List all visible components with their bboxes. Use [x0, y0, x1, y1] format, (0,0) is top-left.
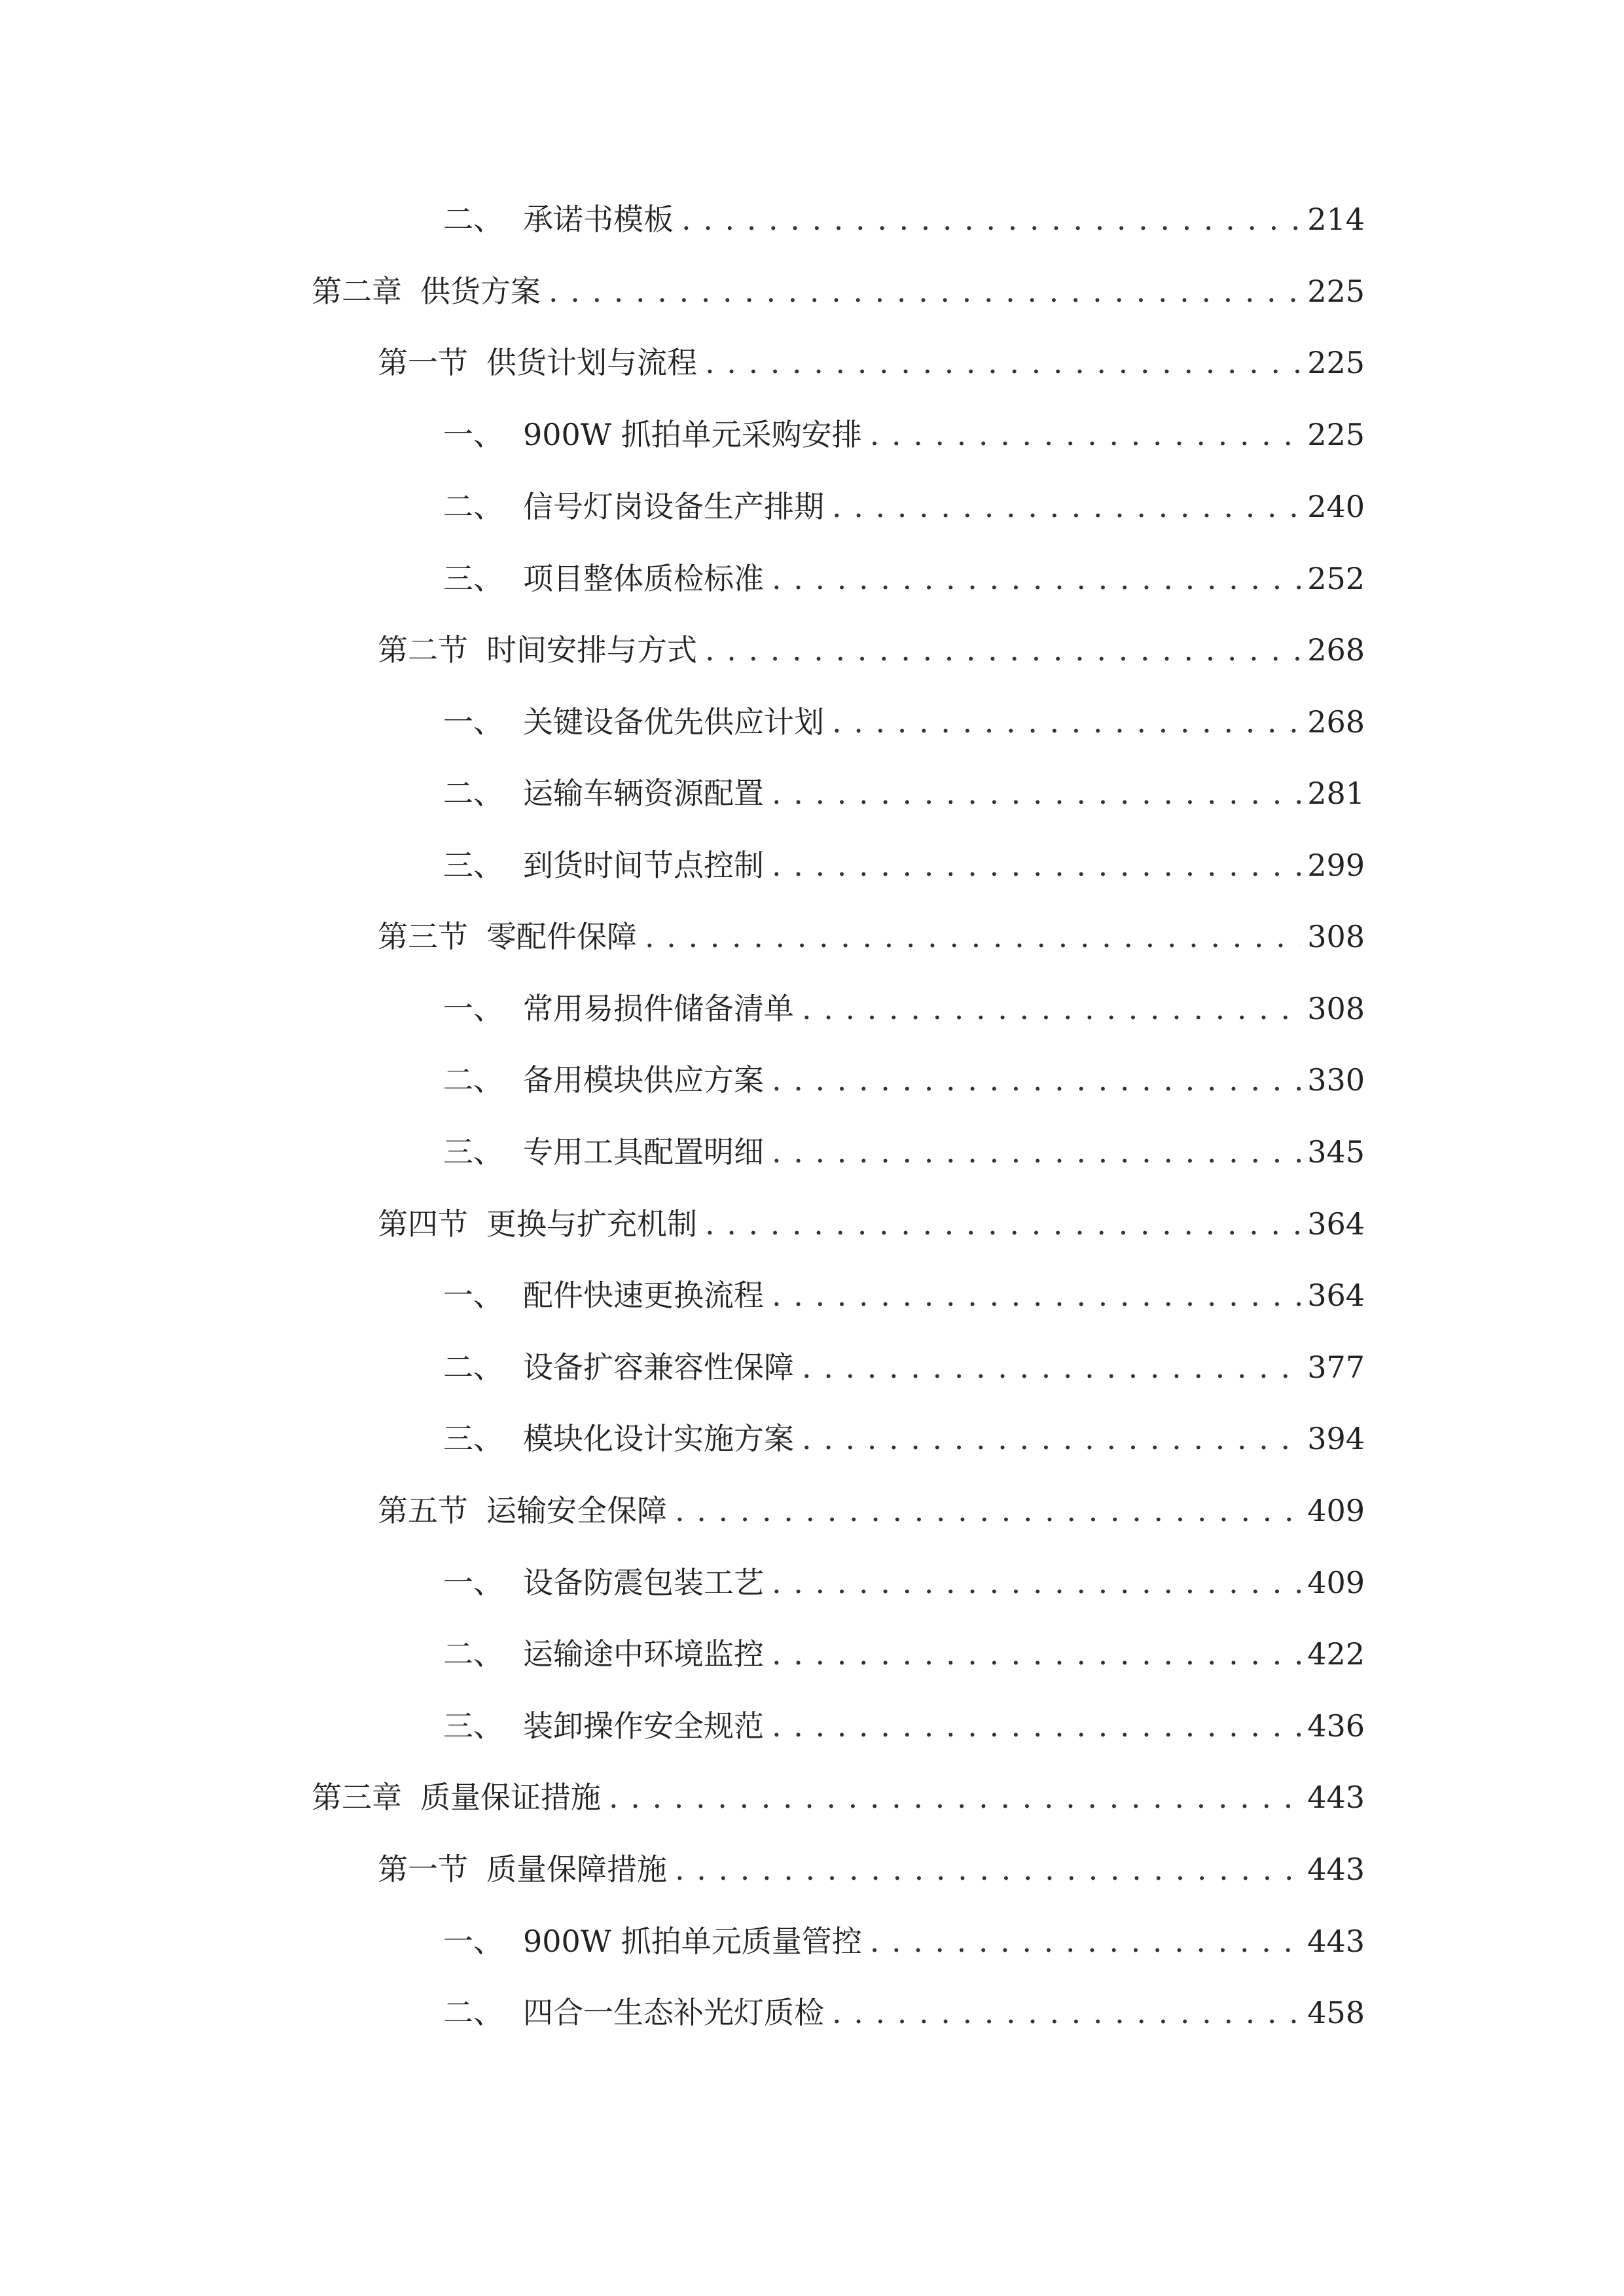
- toc-chapter-entry[interactable]: [312, 1771, 1365, 1823]
- toc-entry-page: 225: [1307, 345, 1365, 380]
- toc-dot-leader: [705, 624, 1301, 676]
- toc-dot-leader: [772, 767, 1301, 819]
- toc-entry-title: 备用模块供应方案: [523, 1062, 764, 1098]
- toc-dot-leader: [802, 982, 1301, 1035]
- toc-entry-page: 436: [1307, 1708, 1365, 1744]
- toc-dot-leader: [802, 1341, 1301, 1393]
- toc-entry-page: 299: [1307, 848, 1365, 883]
- toc-entry-page: 308: [1307, 919, 1365, 954]
- toc-entry-page: 422: [1307, 1636, 1365, 1672]
- toc-section-entry[interactable]: [378, 336, 1365, 389]
- toc-entry-page: 409: [1307, 1565, 1365, 1600]
- toc-entry[interactable]: [443, 480, 1365, 533]
- toc-dot-leader: [832, 480, 1301, 533]
- toc-entry-page: 364: [1307, 1206, 1365, 1242]
- toc-entry-title: 运输安全保障: [486, 1493, 667, 1528]
- toc-entry-title: 四合一生态补光灯质检: [523, 1995, 824, 2030]
- toc-entry-number: 第二章: [312, 274, 402, 309]
- toc-entry-page: 214: [1307, 202, 1365, 237]
- toc-dot-leader: [705, 1198, 1301, 1250]
- toc-entry-number: 三、: [443, 561, 503, 596]
- toc-entry[interactable]: [443, 1556, 1365, 1609]
- toc-entry-number: 第五节: [378, 1493, 468, 1528]
- toc-dot-leader: [681, 193, 1301, 245]
- toc-entry-number: 二、: [443, 1995, 503, 2030]
- toc-entry-number: 一、: [443, 991, 503, 1026]
- toc-entry-number: 第四节: [378, 1206, 468, 1242]
- toc-entry-page: 345: [1307, 1134, 1365, 1170]
- toc-entry-number: 三、: [443, 1134, 503, 1170]
- toc-entry-page: 458: [1307, 1995, 1365, 2030]
- toc-dot-leader: [772, 1269, 1301, 1321]
- toc-entry-title: 更换与扩充机制: [486, 1206, 697, 1242]
- toc-dot-leader: [832, 1986, 1301, 2039]
- toc-entry-title: 供货计划与流程: [486, 345, 697, 380]
- toc-entry-title: 专用工具配置明细: [523, 1134, 764, 1170]
- toc-entry-page: 225: [1307, 417, 1365, 452]
- toc-entry-number: 第二节: [378, 632, 468, 668]
- toc-entry-number: 第一节: [378, 1852, 468, 1887]
- toc-entry-number: 二、: [443, 776, 503, 811]
- toc-dot-leader: [772, 1054, 1301, 1106]
- toc-entry-title: 质量保障措施: [486, 1852, 667, 1887]
- toc-entry-number: 一、: [443, 704, 503, 740]
- toc-entry-title: 时间安排与方式: [486, 632, 697, 668]
- toc-entry-page: 443: [1307, 1780, 1365, 1815]
- toc-section-entry[interactable]: [378, 910, 1365, 963]
- toc-entry-title: 到货时间节点控制: [523, 848, 764, 883]
- toc-entry-page: 409: [1307, 1493, 1365, 1528]
- toc-entry-number: 二、: [443, 489, 503, 524]
- toc-entry-title: 模块化设计实施方案: [523, 1421, 794, 1456]
- toc-entry-title: 常用易损件储备清单: [523, 991, 794, 1026]
- toc-dot-leader: [772, 839, 1301, 891]
- toc-entry-page: 268: [1307, 704, 1365, 740]
- toc-entry-title: 项目整体质检标准: [523, 561, 764, 596]
- toc-entry-page: 364: [1307, 1278, 1365, 1313]
- toc-dot-leader: [645, 910, 1301, 963]
- toc-entry-title: 关键设备优先供应计划: [523, 704, 824, 740]
- toc-entry-number: 三、: [443, 1421, 503, 1456]
- toc-chapter-entry[interactable]: [312, 265, 1365, 317]
- toc-dot-leader: [609, 1771, 1301, 1823]
- toc-entry-title: 装卸操作安全规范: [523, 1708, 764, 1744]
- toc-entry-page: 377: [1307, 1350, 1365, 1385]
- toc-entry-title: 质量保证措施: [420, 1780, 601, 1815]
- toc-dot-leader: [772, 1700, 1301, 1752]
- toc-entry[interactable]: [443, 982, 1365, 1035]
- toc-entry[interactable]: [443, 1986, 1365, 2039]
- toc-entry[interactable]: [443, 1054, 1365, 1106]
- toc-entry-title: 900W 抓拍单元采购安排: [523, 417, 862, 452]
- toc-dot-leader: [675, 1843, 1301, 1895]
- toc-entry-title: 承诺书模板: [523, 202, 674, 237]
- toc-dot-leader: [772, 1628, 1301, 1680]
- toc-dot-leader: [772, 1556, 1301, 1609]
- toc-section-entry[interactable]: [378, 1198, 1365, 1250]
- toc-dot-leader: [870, 408, 1301, 461]
- toc-entry-page: 281: [1307, 776, 1365, 811]
- toc-entry-title: 供货方案: [420, 274, 541, 309]
- toc-entry-page: 225: [1307, 274, 1365, 309]
- toc-dot-leader: [549, 265, 1301, 317]
- toc-entry-number: 一、: [443, 417, 503, 452]
- toc-entry-number: 二、: [443, 1350, 503, 1385]
- toc-entry[interactable]: [443, 1126, 1365, 1178]
- toc-dot-leader: [675, 1484, 1301, 1537]
- toc-entry[interactable]: [443, 1269, 1365, 1321]
- toc-dot-leader: [832, 696, 1301, 748]
- toc-entry-number: 一、: [443, 1565, 503, 1600]
- toc-entry[interactable]: [443, 839, 1365, 891]
- toc-dot-leader: [802, 1412, 1301, 1465]
- toc-entry[interactable]: [443, 193, 1365, 245]
- toc-entry-page: 240: [1307, 489, 1365, 524]
- toc-entry-number: 第一节: [378, 345, 468, 380]
- toc-entry-title: 配件快速更换流程: [523, 1278, 764, 1313]
- toc-entry-number: 二、: [443, 202, 503, 237]
- toc-entry-page: 252: [1307, 561, 1365, 596]
- toc-entry-page: 268: [1307, 632, 1365, 668]
- toc-entry[interactable]: [443, 1915, 1365, 1967]
- toc-entry-number: 第三章: [312, 1780, 402, 1815]
- toc-entry[interactable]: [443, 767, 1365, 819]
- toc-entry[interactable]: [443, 408, 1365, 461]
- toc-section-entry[interactable]: [378, 624, 1365, 676]
- toc-entry[interactable]: [443, 696, 1365, 748]
- toc-entry-page: 443: [1307, 1924, 1365, 1959]
- toc-dot-leader: [705, 336, 1301, 389]
- toc-entry-number: 第三节: [378, 919, 468, 954]
- toc-section-entry[interactable]: [378, 1843, 1365, 1895]
- toc-entry-number: 二、: [443, 1636, 503, 1672]
- toc-entry-page: 330: [1307, 1062, 1365, 1098]
- toc-entry-number: 一、: [443, 1278, 503, 1313]
- toc-entry-title: 信号灯岗设备生产排期: [523, 489, 824, 524]
- toc-entry[interactable]: [443, 1412, 1365, 1465]
- toc-entry-title: 运输车辆资源配置: [523, 776, 764, 811]
- toc-entry-title: 设备防震包装工艺: [523, 1565, 764, 1600]
- toc-entry-number: 三、: [443, 1708, 503, 1744]
- toc-entry-number: 二、: [443, 1062, 503, 1098]
- toc-entry[interactable]: [443, 1628, 1365, 1680]
- toc-entry-page: 308: [1307, 991, 1365, 1026]
- toc-entry-page: 394: [1307, 1421, 1365, 1456]
- toc-entry[interactable]: [443, 1341, 1365, 1393]
- toc-entry-title: 设备扩容兼容性保障: [523, 1350, 794, 1385]
- toc-section-entry[interactable]: [378, 1484, 1365, 1537]
- toc-entry-title: 900W 抓拍单元质量管控: [523, 1924, 862, 1959]
- toc-dot-leader: [870, 1915, 1301, 1967]
- toc-entry-title: 零配件保障: [486, 919, 637, 954]
- toc-dot-leader: [772, 552, 1301, 605]
- toc-entry[interactable]: [443, 1700, 1365, 1752]
- toc-entry-page: 443: [1307, 1852, 1365, 1887]
- toc-entry-title: 运输途中环境监控: [523, 1636, 764, 1672]
- toc-entry[interactable]: [443, 552, 1365, 605]
- toc-entry-number: 三、: [443, 848, 503, 883]
- toc-dot-leader: [772, 1126, 1301, 1178]
- toc-entry-number: 一、: [443, 1924, 503, 1959]
